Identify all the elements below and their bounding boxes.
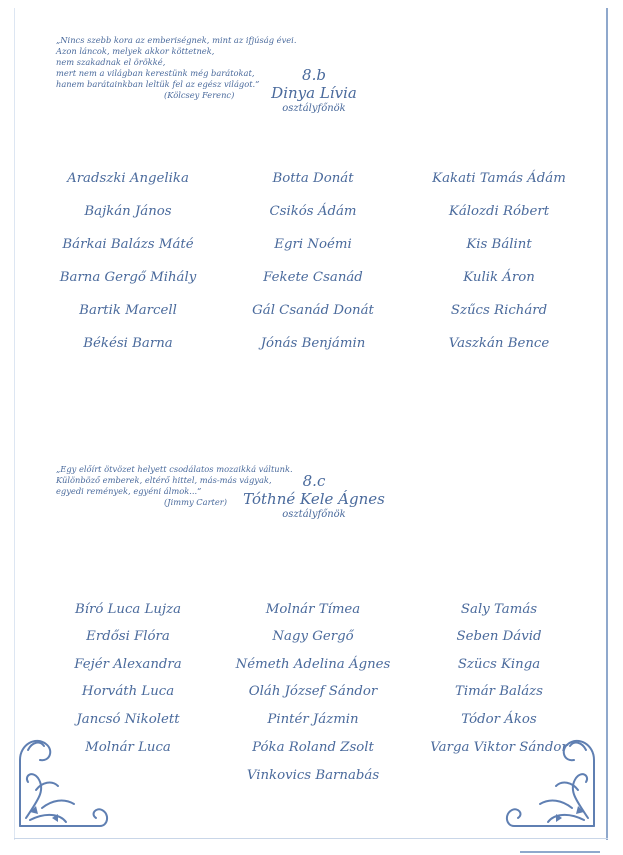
bottom-edge-mark xyxy=(520,851,600,853)
teacher-name: Tóthné Kele Ágnes xyxy=(243,490,385,508)
student-name: Fejér Alexandra xyxy=(74,657,182,672)
student-name: Oláh József Sándor xyxy=(248,684,378,699)
class-code: 8.b xyxy=(302,66,326,84)
class-heading-8c xyxy=(224,472,404,520)
student-name: Nagy Gergő xyxy=(272,629,354,644)
student-name: Egri Noémi xyxy=(274,237,352,252)
quote-line: „Egy előírt ötvözet helyett csodálatos mozaikká váltunk. xyxy=(56,464,293,474)
student-name: Vinkovics Barnabás xyxy=(246,768,380,783)
student-name: Kis Bálint xyxy=(466,237,532,252)
student-name: Póka Roland Zsolt xyxy=(252,740,374,755)
student-name: Kálozdi Róbert xyxy=(448,204,550,219)
student-name: Bíró Luca Lujza xyxy=(74,602,182,617)
quote-line: Különböző emberek, eltérő hittel, más-más vágyak, xyxy=(56,475,272,485)
student-name: Csikós Ádám xyxy=(269,204,357,219)
student-name: Bárkai Balázs Máté xyxy=(62,237,194,252)
class-heading-8b xyxy=(224,66,404,114)
student-name: Pintér Jázmin xyxy=(267,712,359,727)
student-name: Fekete Csanád xyxy=(263,270,363,285)
quote-line: nem szakadnak el örökké, xyxy=(56,57,166,67)
student-name: Tódor Ákos xyxy=(461,712,537,727)
class-code: 8.c xyxy=(302,472,326,490)
student-name: Bartik Marcell xyxy=(79,303,177,318)
quote-author: (Jimmy Carter) xyxy=(164,497,227,507)
student-name: Molnár Tímea xyxy=(265,602,361,617)
quote-line: hanem barátainkban leltük fel az egész világot.” xyxy=(56,79,260,89)
frame-line-right xyxy=(606,8,608,840)
quote-line: Azon láncok, melyek akkor köttetnek, xyxy=(56,46,215,56)
student-name: Seben Dávid xyxy=(456,629,542,644)
student-name: Gál Csanád Donát xyxy=(252,303,374,318)
teacher-role: osztályfőnök xyxy=(282,509,346,520)
student-name: Erdősi Flóra xyxy=(86,629,170,644)
student-name: Varga Viktor Sándor xyxy=(430,740,568,755)
student-name: Botta Donát xyxy=(272,171,354,186)
student-name: Saly Tamás xyxy=(460,602,538,617)
frame-line-left xyxy=(14,8,15,840)
student-name: Vaszkán Bence xyxy=(448,336,550,351)
quote-line: egyedi remények, egyéni álmok...” xyxy=(56,486,202,496)
quote-line: „Nincs szebb kora az emberiségnek, mint az ifjúság évei. xyxy=(56,35,297,45)
student-name: Szücs Kinga xyxy=(457,657,541,672)
student-name: Kakati Tamás Ádám xyxy=(432,171,566,186)
corner-flourish-right-icon xyxy=(502,730,598,830)
student-name: Szűcs Richárd xyxy=(450,303,548,318)
student-name: Jancsó Nikolett xyxy=(76,712,180,727)
student-name: Jónás Benjámin xyxy=(260,336,366,351)
student-name: Molnár Luca xyxy=(85,740,171,755)
student-name: Kulik Áron xyxy=(463,270,535,285)
student-name: Horváth Luca xyxy=(81,684,175,699)
student-name: Timár Balázs xyxy=(455,684,543,699)
student-name: Németh Adelina Ágnes xyxy=(235,657,391,672)
frame-line-bottom xyxy=(14,838,608,839)
student-name: Barna Gergő Mihály xyxy=(59,270,197,285)
student-name: Békési Barna xyxy=(83,336,173,351)
student-name: Aradszki Angelika xyxy=(67,171,189,186)
teacher-role: osztályfőnök xyxy=(282,103,346,114)
student-name: Bajkán János xyxy=(84,204,172,219)
teacher-name: Dinya Lívia xyxy=(271,84,357,102)
quote-line: mert nem a világban kerestünk még barátokat, xyxy=(56,68,255,78)
corner-flourish-left-icon xyxy=(16,730,112,830)
quote-author: (Kölcsey Ferenc) xyxy=(164,90,235,100)
